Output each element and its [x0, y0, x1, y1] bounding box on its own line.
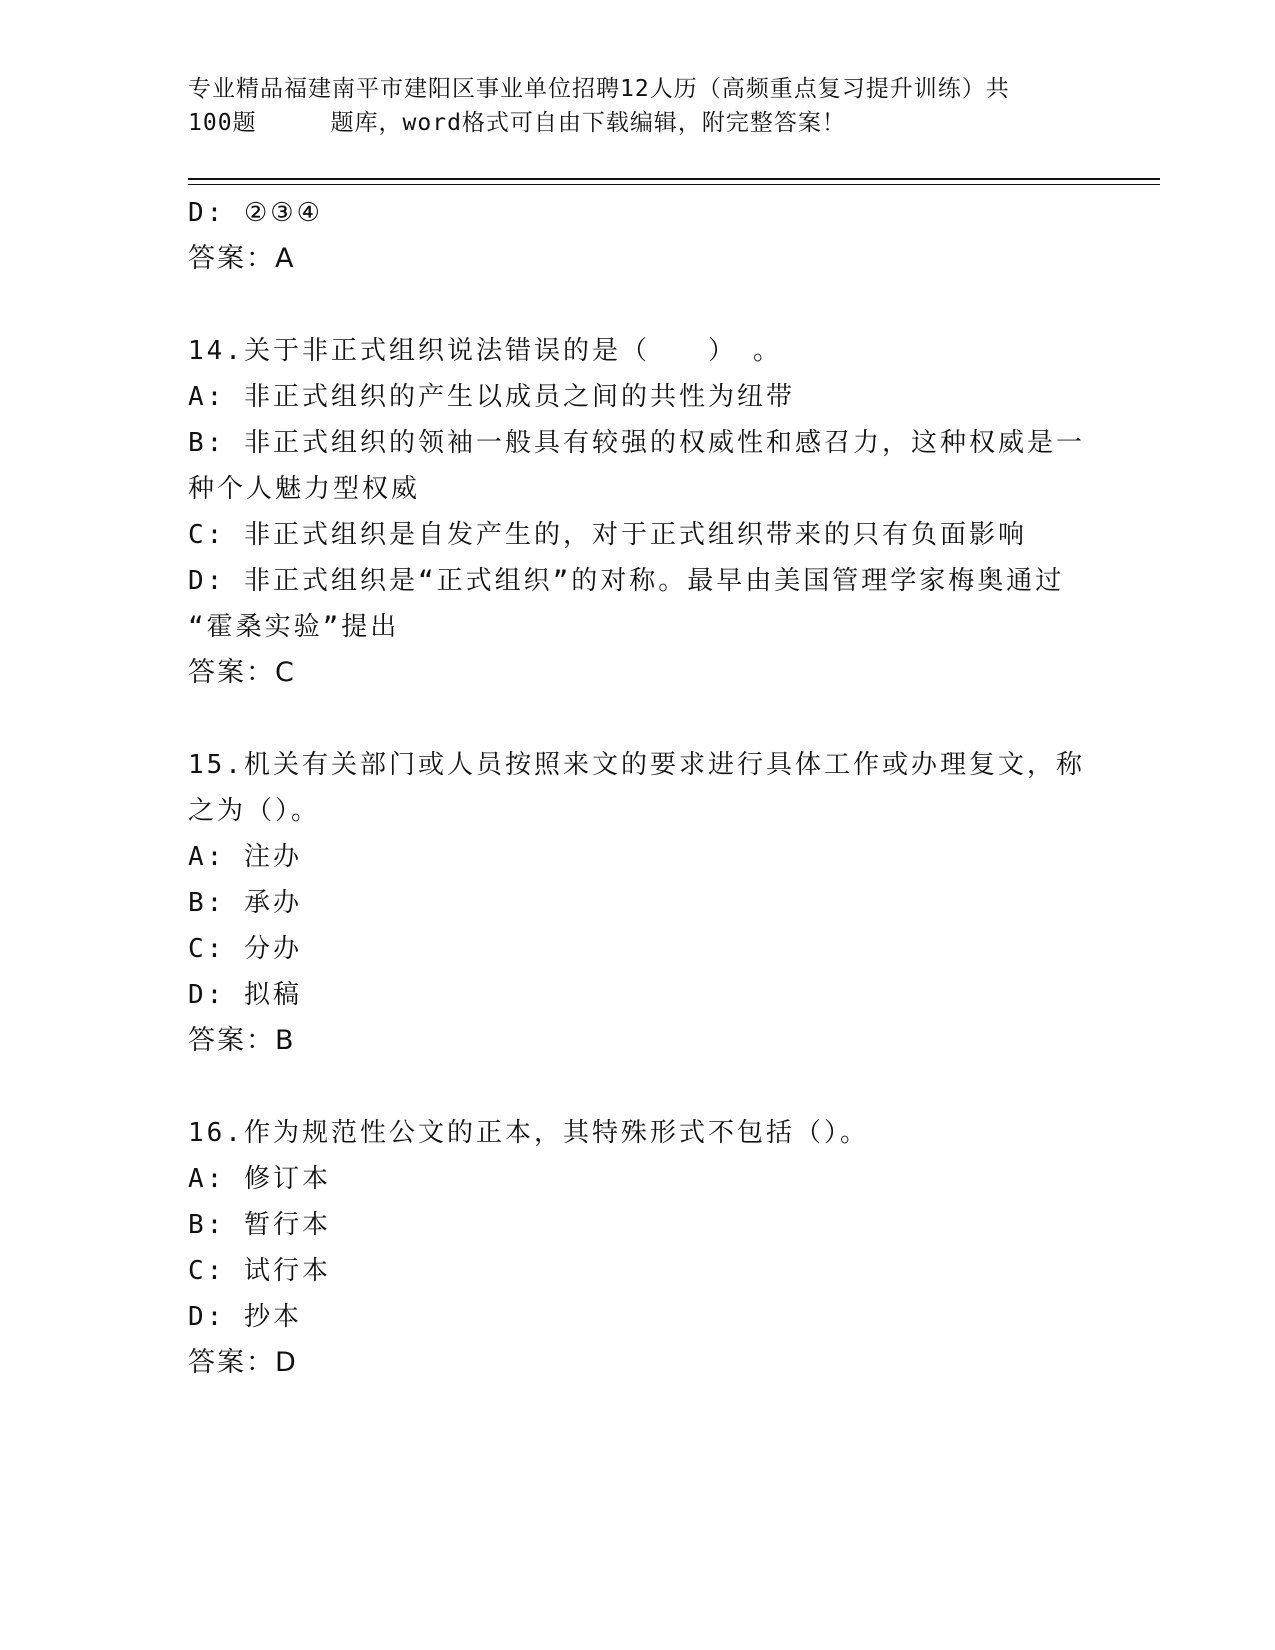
- question-stem: 16.作为规范性公文的正本，其特殊形式不包括（）。: [188, 1118, 869, 1148]
- option-b-continued: 种个人魅力型权威: [188, 474, 421, 504]
- option-c: C: 试行本: [188, 1256, 331, 1286]
- document-header: [188, 72, 1088, 140]
- option-d: D: ②③④: [188, 198, 323, 228]
- answer-line: 答案：A: [188, 243, 296, 274]
- document-body: [188, 190, 1088, 1386]
- option-b: B: 非正式组织的领袖一般具有较强的权威性和感召力，这种权威是一: [188, 428, 1085, 458]
- header-divider-thick: [188, 178, 1160, 180]
- header-description: 题库，word格式可自由下载编辑，附完整答案！: [330, 110, 846, 136]
- option-a: A: 非正式组织的产生以成员之间的共性为纽带: [188, 382, 795, 412]
- header-title-line-2: [188, 106, 1088, 140]
- header-divider-thin: [188, 184, 1160, 185]
- option-d-continued: “霍桑实验”提出: [188, 612, 400, 642]
- question-15: [188, 742, 1088, 1064]
- header-title-line-1: 专业精品福建南平市建阳区事业单位招聘12人历（高频重点复习提升训练）共: [188, 76, 1010, 102]
- answer-line: 答案：B: [188, 1025, 296, 1056]
- option-a: A: 修订本: [188, 1164, 331, 1194]
- option-d: D: 抄本: [188, 1302, 302, 1332]
- question-stem: 14.关于非正式组织说法错误的是（ ） 。: [188, 336, 782, 366]
- option-c: C: 分办: [188, 934, 302, 964]
- option-c: C: 非正式组织是自发产生的，对于正式组织带来的只有负面影响: [188, 520, 1027, 550]
- option-d: D: 非正式组织是“正式组织”的对称。最早由美国管理学家梅奥通过: [188, 566, 1065, 596]
- header-question-count: 100题: [188, 110, 257, 136]
- option-d: D: 拟稿: [188, 980, 302, 1010]
- question-stem: 15.机关有关部门或人员按照来文的要求进行具体工作或办理复文，称: [188, 750, 1085, 780]
- answer-line: 答案：C: [188, 657, 296, 688]
- answer-line: 答案：D: [188, 1347, 298, 1378]
- question-stem-continued: 之为（）。: [188, 796, 321, 826]
- option-a: A: 注办: [188, 842, 302, 872]
- option-b: B: 暂行本: [188, 1210, 331, 1240]
- question-14: [188, 328, 1088, 696]
- question-16: [188, 1110, 1088, 1386]
- previous-question-fragment: [188, 190, 1088, 282]
- option-b: B: 承办: [188, 888, 302, 918]
